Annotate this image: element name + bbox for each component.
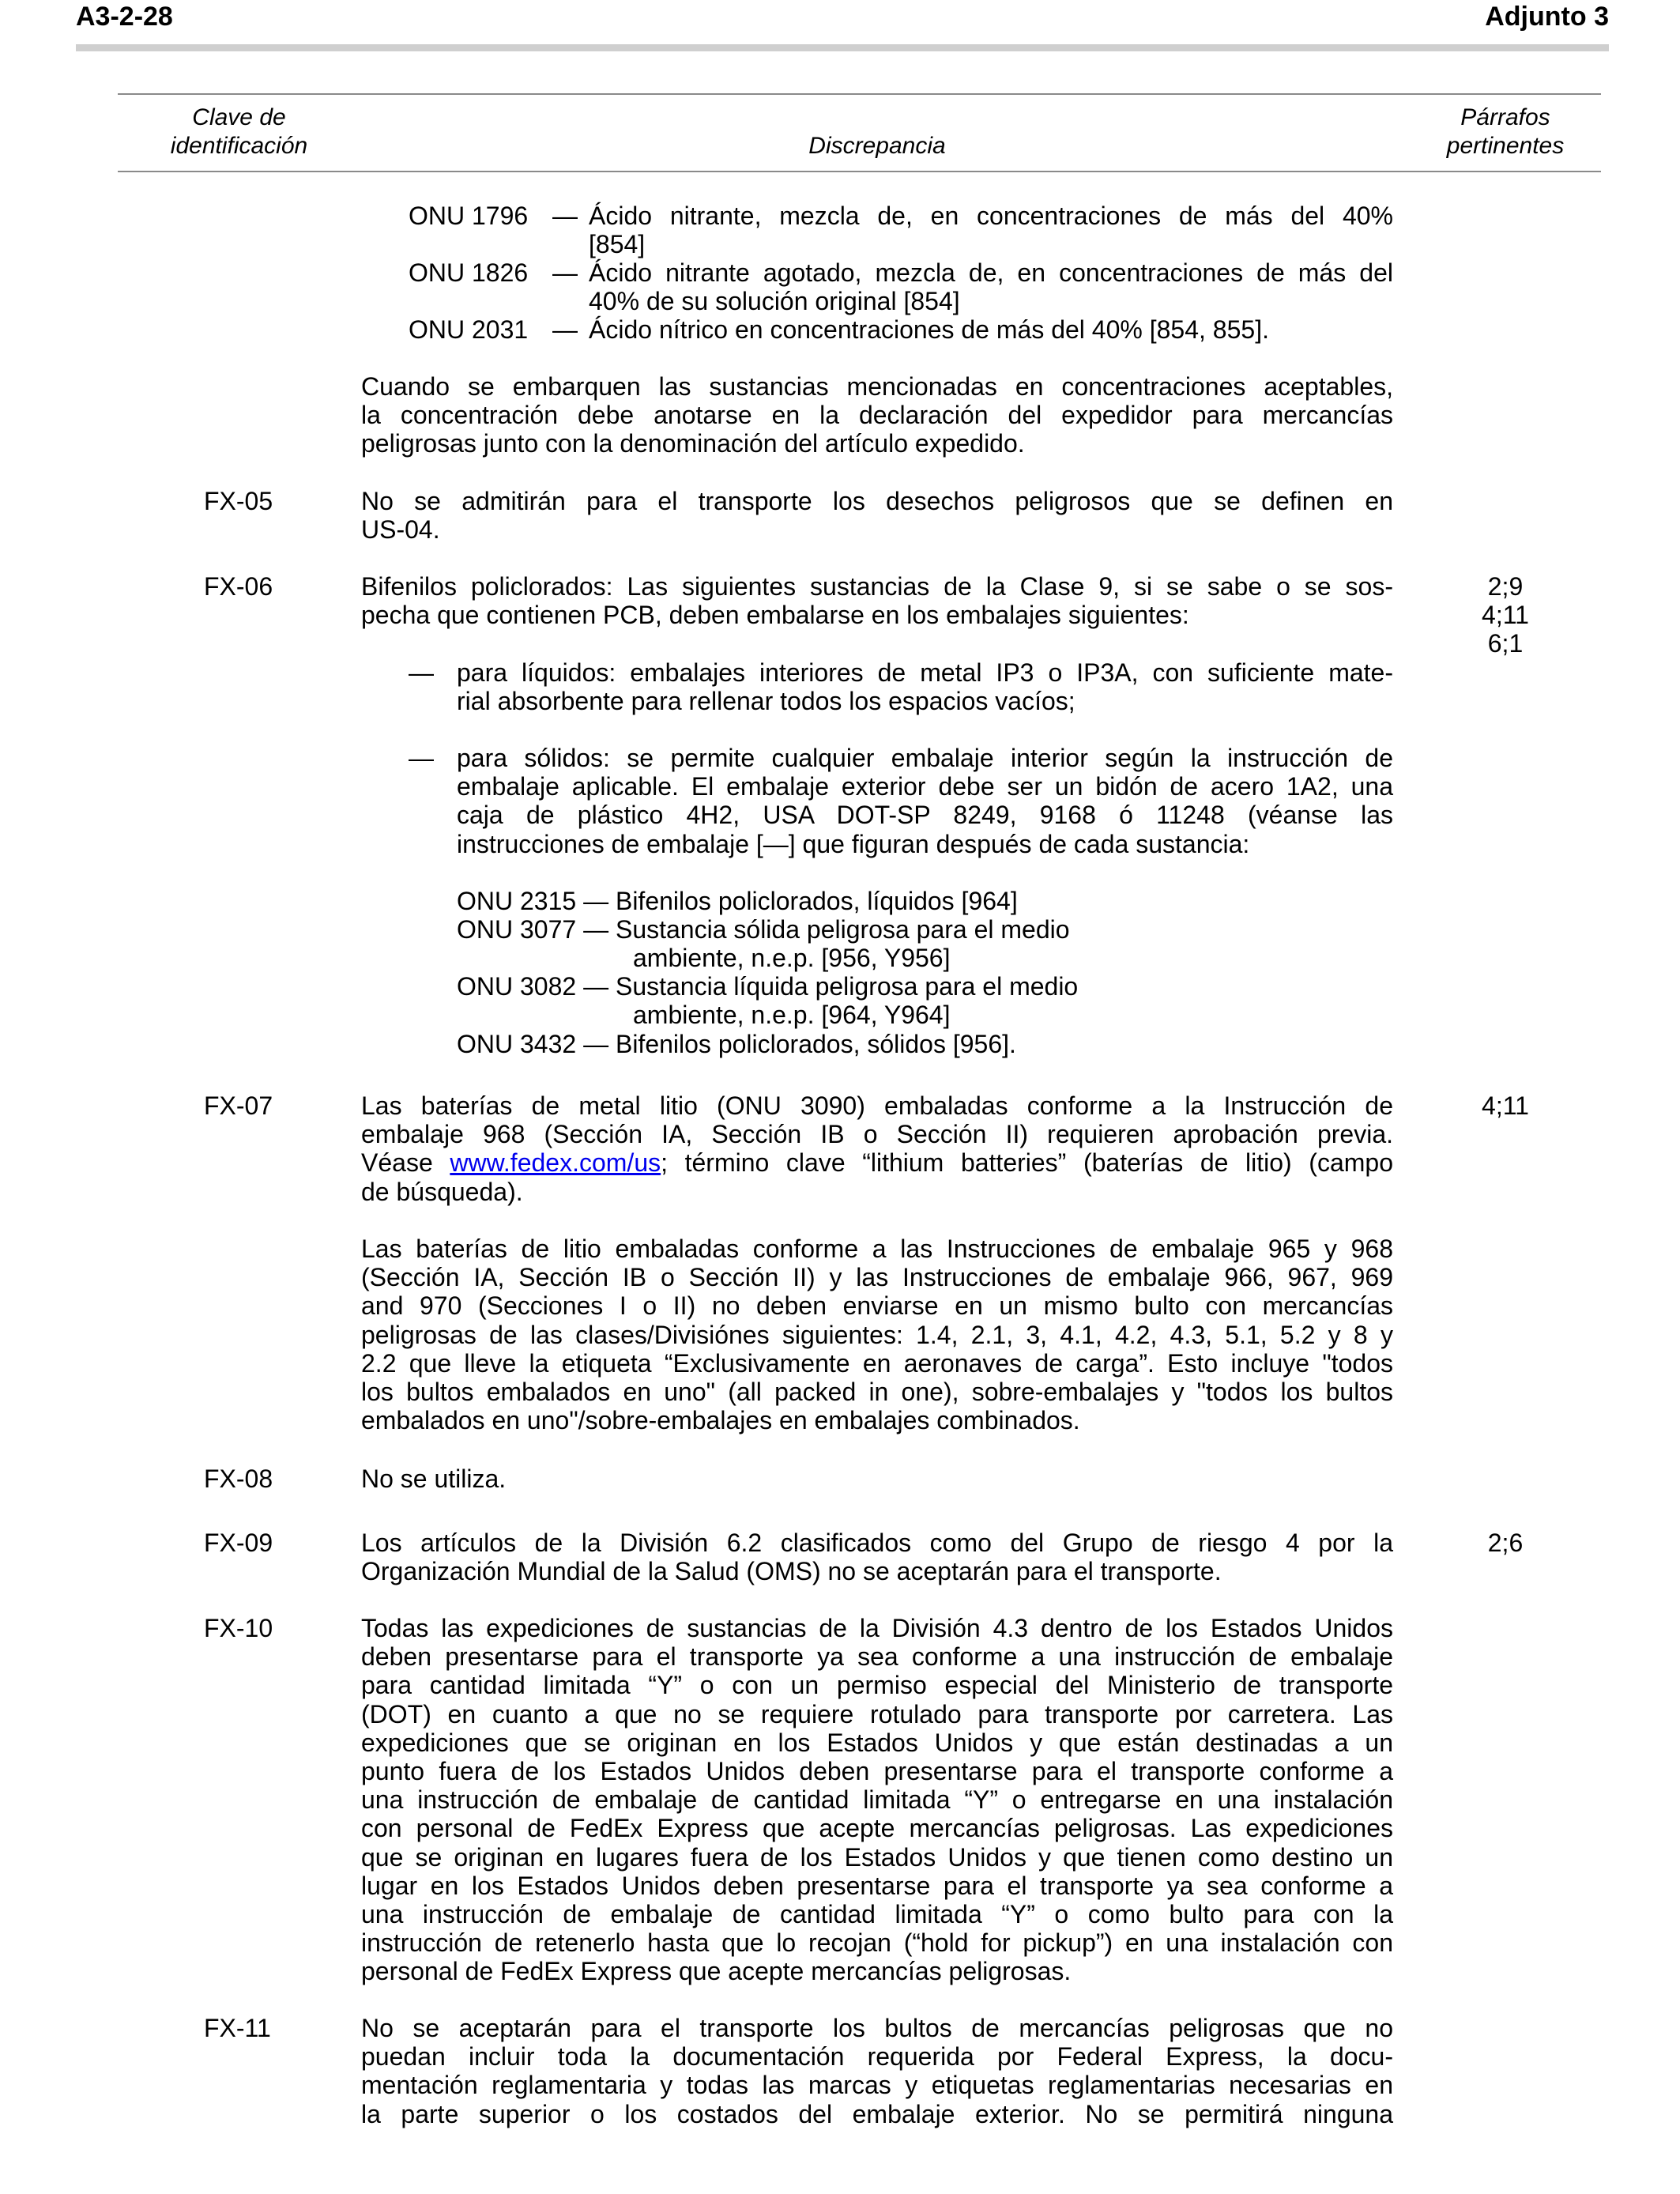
bullet-dash: — <box>409 658 434 687</box>
onu-code: ONU 1826 <box>409 258 529 287</box>
row-text-fx11: No se aceptarán para el transporte los bultos de mercancías peligrosas que no puedan incluir toda la documentación requerida por Federal Express, la docu- mentación reglamentaria y todas las marcas y etiquetas reglamentarias necesarias en la parte superior o los costados del embalaje exterior. No se permitirá ninguna <box>361 2014 1393 2128</box>
fedex-link[interactable]: www.fedex.com/us <box>450 1148 661 1178</box>
row-key-fx05: FX-05 <box>204 487 273 515</box>
row-text-fx05: No se admitirán para el transporte los desechos peligrosos que se definen en US-04. <box>361 487 1393 545</box>
row-key-fx10: FX-10 <box>204 1614 273 1642</box>
onu-description: Ácido nítrico en concentraciones de más del 40% [854, 855]. <box>589 315 1269 344</box>
bullet-dash: — <box>409 744 434 772</box>
page-header <box>76 2 1609 51</box>
row-text-fx07-p2: Las baterías de litio embaladas conforme a las Instrucciones de embalaje 965 y 968 (Sección IA, Sección IB o Sección II) y las Instrucciones de embalaje 966, 967, 969 and 970 (Secciones I o II) no deben enviarse en un mismo bulto con mercancías peligrosas de las clases/Divisiónes siguientes: 1.4, 2.1, 3, 4.1, 4.2, 4.3, 5.1, 5.2 y 8 y 2.2 que lleve la etiqueta “Exclusivamente en aeronaves de carga”. Esto incluye "todos los bultos embalados en uno" (all packed in one), sobre-embalajes y "todos los bultos embalados en uno"/sobre-embalajes en embalajes combinados. <box>361 1235 1393 1435</box>
row-key-fx11: FX-11 <box>204 2014 271 2042</box>
row-text-fx08: No se utiliza. <box>361 1465 507 1493</box>
row-paragraphs-fx06: 2;9 4;11 6;1 <box>1482 572 1529 658</box>
table-top-rule <box>118 93 1601 95</box>
onu-entry: ONU 3432 — Bifenilos policlorados, sólidos [956]. <box>457 1030 1016 1058</box>
column-header-key: Clave de identificación <box>170 104 308 159</box>
liquids-item: para líquidos: embalajes interiores de metal IP3 o IP3A, con suficiente mate- rial absorbente para rellenar todos los espacios vacíos; <box>457 658 1393 716</box>
onu-entry: ONU 3082 — Sustancia líquida peligrosa para el medio <box>457 972 1079 1001</box>
onu-dash: — <box>552 258 578 287</box>
row-key-fx08: FX-08 <box>204 1465 273 1493</box>
row-key-fx09: FX-09 <box>204 1529 273 1557</box>
solids-item: para sólidos: se permite cualquier embalaje interior según la instrucción de embalaje aplicable. El embalaje exterior debe ser un bidón de acero 1A2, una caja de plástico 4H2, USA DOT-SP 8249, 9168 ó 11248 (véanse las instrucciones de embalaje [—] que figuran después de cada sustancia: <box>457 744 1393 858</box>
page-number: A3-2-28 <box>76 2 173 32</box>
row-text-fx09: Los artículos de la División 6.2 clasificados como del Grupo de riesgo 4 por la Organización Mundial de la Salud (OMS) no se aceptarán para el transporte. <box>361 1529 1393 1586</box>
row-key-fx06: FX-06 <box>204 572 273 601</box>
row-key-fx07: FX-07 <box>204 1091 273 1120</box>
table-header-rule <box>118 171 1601 172</box>
onu-entry: ONU 2315 — Bifenilos policlorados, líquidos [964] <box>457 887 1018 915</box>
row-text-fx10: Todas las expediciones de sustancias de la División 4.3 dentro de los Estados Unidos deben presentarse para el transporte ya sea conforme a una instrucción de embalaje para cantidad limitada “Y” o con un permiso especial del Ministerio de transporte (DOT) en cuanto a que no se requiere rotulado para transporte por carretera. Las expediciones que se originan en los Estados Unidos y que están destinadas a un punto fuera de los Estados Unidos deben presentarse para el transporte conforme a una instrucción de embalaje de cantidad limitada “Y” o entregarse en una instalación con personal de FedEx Express que acepte mercancías peligrosas. Las expediciones que se originan en lugares fuera de los Estados Unidos y que tienen como destino un lugar en los Estados Unidos deben presentarse para el transporte ya sea conforme a una instrucción de embalaje de cantidad limitada “Y” o como bulto para con la instrucción de retenerlo hasta que lo recojan (“hold for pickup”) en una instalación con personal de FedEx Express que acepte mercancías peligrosas. <box>361 1614 1393 1986</box>
column-header-discrepancy: Discrepancia <box>808 133 946 159</box>
onu-dash: — <box>552 202 578 230</box>
row-paragraphs-fx09: 2;6 <box>1487 1529 1524 1557</box>
attachment-label: Adjunto 3 <box>1485 2 1609 32</box>
onu-code: ONU 1796 <box>409 202 529 230</box>
row-text-fx07-p1: Las baterías de metal litio (ONU 3090) embaladas conforme a la Instrucción de embalaje 968 (Sección IA, Sección IB o Sección II) requieren aprobación previa. Véase www.fedex.com/us; término clave “lithium batteries” (baterías de litio) (campo de búsqueda). <box>361 1091 1394 1206</box>
onu-entry-continued: ambiente, n.e.p. [956, Y956] <box>633 944 951 972</box>
onu-dash: — <box>552 315 578 344</box>
column-header-paragraphs: Párrafos pertinentes <box>1446 104 1565 159</box>
onu-code: ONU 2031 <box>409 315 529 344</box>
onu-description: Ácido nitrante, mezcla de, en concentraciones de más del 40% [854] <box>589 202 1393 259</box>
onu-entry-continued: ambiente, n.e.p. [964, Y964] <box>633 1001 951 1029</box>
onu-entry: ONU 3077 — Sustancia sólida peligrosa para el medio <box>457 915 1070 944</box>
row-text-fx06-intro: Bifenilos policlorados: Las siguientes sustancias de la Clase 9, si se sabe o se sos- pecha que contienen PCB, deben embalarse en los embalajes siguientes: <box>361 572 1393 630</box>
onu-description: Ácido nitrante agotado, mezcla de, en concentraciones de más del 40% de su solución original [854] <box>589 258 1393 316</box>
header-divider <box>76 44 1609 51</box>
row-paragraphs-fx07: 4;11 <box>1482 1091 1529 1120</box>
concentration-note: Cuando se embarquen las sustancias mencionadas en concentraciones aceptables, la concentración debe anotarse en la declaración del expedidor para mercancías peligrosas junto con la denominación del artículo expedido. <box>361 372 1393 458</box>
